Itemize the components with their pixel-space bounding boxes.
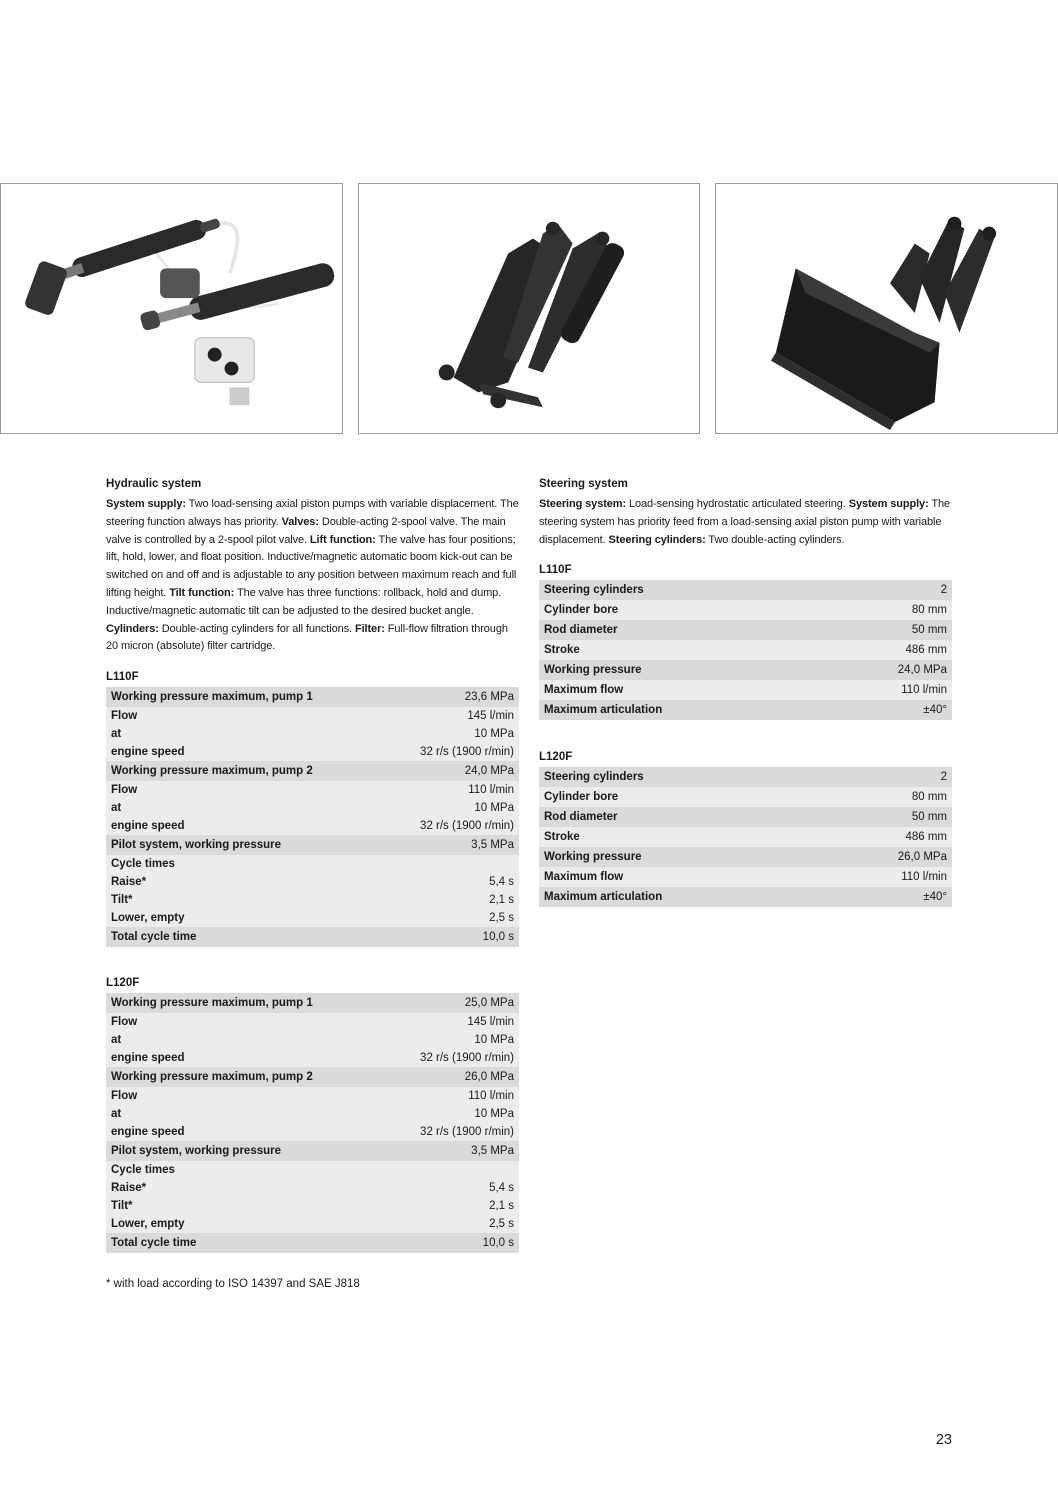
hydraulic-model-l120f: L120F <box>106 977 140 990</box>
steering-system-section <box>539 477 952 907</box>
spec-label: Working pressure maximum, pump 1 <box>106 993 383 1013</box>
paragraph-term: Steering cylinders: <box>608 533 706 546</box>
bucket-photo <box>715 183 1058 434</box>
spec-row <box>106 993 519 1013</box>
spec-label: Flow <box>106 707 383 725</box>
spec-row <box>539 660 952 680</box>
hydraulic-system-description <box>106 496 519 656</box>
paragraph-text: Double-acting 2-spool valve. The main valve is controlled by a 2-spool pilot valve. <box>106 515 506 546</box>
spec-row <box>106 1013 519 1031</box>
spec-row <box>106 909 519 927</box>
spec-value: 32 r/s (1900 r/min) <box>383 743 519 761</box>
hydraulic-cylinders-illustration <box>1 184 342 433</box>
spec-value: 2,5 s <box>383 909 519 927</box>
spec-label: Steering cylinders <box>539 767 821 787</box>
spec-row <box>539 580 952 600</box>
steering-table-l120f <box>539 767 952 907</box>
hydraulic-table-l120f <box>106 993 519 1253</box>
spec-label: Stroke <box>539 640 821 660</box>
spec-row <box>106 743 519 761</box>
spec-value: 80 mm <box>821 600 952 620</box>
spec-label: Cylinder bore <box>539 600 821 620</box>
spec-value: 2,1 s <box>383 1197 519 1215</box>
spec-row <box>539 600 952 620</box>
steering-table-l110f <box>539 580 952 720</box>
paragraph-term: Lift function: <box>309 533 376 546</box>
spec-row <box>539 807 952 827</box>
page-number: 23 <box>935 1432 952 1448</box>
spec-value: 5,4 s <box>383 1179 519 1197</box>
spec-row <box>106 1049 519 1067</box>
spec-label: at <box>106 1031 383 1049</box>
bucket-with-linkage-illustration <box>716 184 1057 433</box>
spec-label: engine speed <box>106 1123 383 1141</box>
spec-row <box>106 725 519 743</box>
spec-row <box>106 1161 519 1179</box>
spec-value: 486 mm <box>821 827 952 847</box>
spec-label: Rod diameter <box>539 807 821 827</box>
paragraph-text: Full-flow filtration through 20 micron (absolute) filter cartridge. <box>106 622 508 653</box>
paragraph-term: System supply: <box>106 498 186 510</box>
paragraph-term: Tilt function: <box>169 586 235 599</box>
spec-value: 50 mm <box>821 620 952 640</box>
spec-row <box>106 707 519 725</box>
steering-model-l110f: L110F <box>539 564 572 577</box>
spec-label: Flow <box>106 1013 383 1031</box>
spec-row <box>539 887 952 907</box>
spec-value: 10 MPa <box>383 799 519 817</box>
steering-model-l120f: L120F <box>539 751 573 764</box>
spec-value: 10,0 s <box>383 1233 519 1253</box>
spec-value: 26,0 MPa <box>383 1067 519 1087</box>
spec-value: 3,5 MPa <box>383 835 519 855</box>
spec-label: Maximum flow <box>539 680 821 700</box>
spec-value: 2,5 s <box>383 1215 519 1233</box>
lift-arm-linkage-illustration <box>359 184 699 433</box>
spec-value: 2 <box>821 580 952 600</box>
footnote: * with load according to ISO 14397 and SAE J818 <box>106 1278 360 1291</box>
paragraph-term: Cylinders: <box>106 622 159 635</box>
spec-row <box>106 781 519 799</box>
spec-label: Maximum articulation <box>539 700 821 720</box>
spec-label: engine speed <box>106 743 383 761</box>
paragraph-term: System supply: <box>848 498 929 510</box>
spec-row <box>539 680 952 700</box>
paragraph-text: The valve has four positions; lift, hold, lower, and float position. Inductive/magnetic automatic boom kick-out can be switched on and off and is adjustable to any position between maximum reach and full lifting height. <box>106 533 517 599</box>
hydraulic-table-l110f <box>106 687 519 947</box>
spec-value: 80 mm <box>821 787 952 807</box>
spec-value: 5,4 s <box>383 873 519 891</box>
spec-row <box>539 620 952 640</box>
spec-row <box>106 799 519 817</box>
spec-row <box>106 835 519 855</box>
spec-label: Working pressure <box>539 847 821 867</box>
hydraulic-system-photo <box>0 183 343 434</box>
steering-system-title: Steering system <box>539 478 628 490</box>
paragraph-text: Two load-sensing axial piston pumps with variable displacement. The steering function always has priority. <box>106 498 519 528</box>
spec-label: Cylinder bore <box>539 787 821 807</box>
spec-value: 110 l/min <box>383 1087 519 1105</box>
spec-row <box>106 1123 519 1141</box>
spec-value <box>383 1161 519 1179</box>
hydraulic-system-section <box>106 477 519 1291</box>
spec-row <box>106 761 519 781</box>
spec-label: Lower, empty <box>106 909 383 927</box>
paragraph-text: Load-sensing hydrostatic articulated steering. <box>626 498 849 510</box>
spec-row <box>106 891 519 909</box>
spec-row <box>106 1179 519 1197</box>
spec-label: Steering cylinders <box>539 580 821 600</box>
spec-row <box>106 1215 519 1233</box>
spec-value: 24,0 MPa <box>821 660 952 680</box>
paragraph-term: Steering system: <box>539 498 627 510</box>
paragraph-term: Filter: <box>354 622 385 635</box>
spec-row <box>539 787 952 807</box>
spec-label: engine speed <box>106 1049 383 1067</box>
spec-value: 2,1 s <box>383 891 519 909</box>
spec-row <box>539 700 952 720</box>
spec-label: Maximum flow <box>539 867 821 887</box>
spec-label: engine speed <box>106 817 383 835</box>
spec-label: Working pressure maximum, pump 2 <box>106 761 383 781</box>
spec-label: Cycle times <box>106 1161 383 1179</box>
spec-label: Total cycle time <box>106 927 383 947</box>
spec-value: 110 l/min <box>821 867 952 887</box>
hydraulic-model-l110f: L110F <box>106 671 139 684</box>
spec-value: 26,0 MPa <box>821 847 952 867</box>
spec-row <box>106 1233 519 1253</box>
spec-label: Tilt* <box>106 1197 383 1215</box>
spec-row <box>106 1067 519 1087</box>
spec-row <box>539 867 952 887</box>
spec-value: 110 l/min <box>821 680 952 700</box>
steering-system-description <box>539 496 952 549</box>
spec-label: Pilot system, working pressure <box>106 1141 383 1161</box>
spec-label: Rod diameter <box>539 620 821 640</box>
spec-row <box>539 767 952 787</box>
spec-row <box>106 873 519 891</box>
paragraph-text: The valve has three functions: rollback, hold and dump. Inductive/magnetic automatic tilt can be adjusted to the desired bucket angle. <box>106 586 502 617</box>
spec-label: Flow <box>106 1087 383 1105</box>
spec-row <box>106 1141 519 1161</box>
spec-label: Maximum articulation <box>539 887 821 907</box>
spec-row <box>106 1087 519 1105</box>
spec-label: Stroke <box>539 827 821 847</box>
spec-value: 10 MPa <box>383 725 519 743</box>
spec-value: ±40° <box>821 887 952 907</box>
spec-label: Working pressure maximum, pump 1 <box>106 687 383 707</box>
paragraph-text: The steering system has priority feed from a load-sensing axial piston pump with variable displacement. <box>539 498 951 546</box>
spec-value: 486 mm <box>821 640 952 660</box>
spec-value: 32 r/s (1900 r/min) <box>383 817 519 835</box>
spec-value: 3,5 MPa <box>383 1141 519 1161</box>
spec-value: 2 <box>821 767 952 787</box>
spec-value: 50 mm <box>821 807 952 827</box>
spec-value <box>383 855 519 873</box>
paragraph-text: Double-acting cylinders for all functions. <box>158 622 355 635</box>
spec-value: 32 r/s (1900 r/min) <box>383 1049 519 1067</box>
spec-value: 10 MPa <box>383 1105 519 1123</box>
spec-value: ±40° <box>821 700 952 720</box>
spec-label: Working pressure maximum, pump 2 <box>106 1067 383 1087</box>
spec-row <box>539 827 952 847</box>
spec-label: at <box>106 1105 383 1123</box>
spec-value: 145 l/min <box>383 707 519 725</box>
spec-value: 10 MPa <box>383 1031 519 1049</box>
spec-label: Pilot system, working pressure <box>106 835 383 855</box>
spec-row <box>106 687 519 707</box>
spec-row <box>106 927 519 947</box>
spec-label: Tilt* <box>106 891 383 909</box>
spec-row <box>106 817 519 835</box>
paragraph-text: Two double-acting cylinders. <box>705 533 845 546</box>
spec-value: 10,0 s <box>383 927 519 947</box>
linkage-photo <box>358 183 700 434</box>
spec-label: at <box>106 725 383 743</box>
spec-label: at <box>106 799 383 817</box>
spec-row <box>106 855 519 873</box>
spec-value: 24,0 MPa <box>383 761 519 781</box>
spec-value: 32 r/s (1900 r/min) <box>383 1123 519 1141</box>
spec-label: Lower, empty <box>106 1215 383 1233</box>
spec-row <box>106 1105 519 1123</box>
spec-row <box>539 640 952 660</box>
spec-value: 25,0 MPa <box>383 993 519 1013</box>
spec-value: 145 l/min <box>383 1013 519 1031</box>
paragraph-term: Valves: <box>281 515 319 528</box>
spec-label: Total cycle time <box>106 1233 383 1253</box>
spec-value: 23,6 MPa <box>383 687 519 707</box>
spec-row <box>539 847 952 867</box>
spec-label: Cycle times <box>106 855 383 873</box>
spec-label: Working pressure <box>539 660 821 680</box>
spec-value: 110 l/min <box>383 781 519 799</box>
spec-label: Raise* <box>106 1179 383 1197</box>
hydraulic-system-title: Hydraulic system <box>106 478 202 490</box>
spec-label: Flow <box>106 781 383 799</box>
spec-row <box>106 1031 519 1049</box>
spec-label: Raise* <box>106 873 383 891</box>
spec-row <box>106 1197 519 1215</box>
